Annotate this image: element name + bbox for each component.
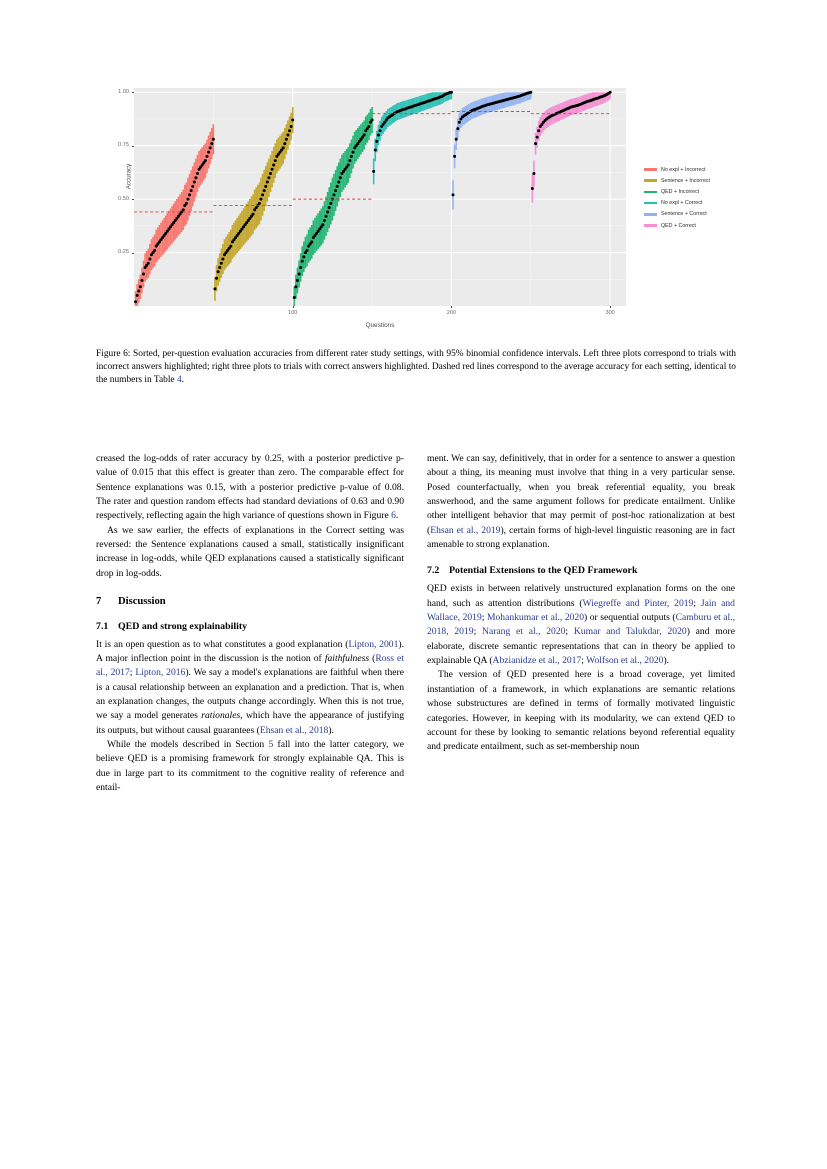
- section-71-number: 7.1: [96, 620, 109, 632]
- chart-container: [96, 78, 736, 336]
- para-l1-end: .: [395, 510, 399, 522]
- legend-item-label: Sentence + Correct: [661, 211, 707, 218]
- citation-abzianidze-2017[interactable]: Abzianidze et al., 2017: [492, 655, 582, 667]
- legend-color-swatch: [644, 202, 657, 205]
- x-axis-tick-mark: [293, 306, 294, 308]
- body-column-left: [96, 452, 404, 795]
- paragraph-left-2: As we saw earlier, the effects of explanations in the Correct setting was reversed: the Sentence explanations caused a small, statistically insignificant increase in log-odds, while QED explanations caused a statistically significant drop in log-odds.: [96, 524, 404, 579]
- section-7-title: Discussion: [118, 595, 166, 607]
- term-rationales: rationales: [201, 710, 241, 722]
- figure-caption: [96, 348, 736, 387]
- section-heading-7-1: [96, 620, 404, 633]
- legend-item-label: No expl + Incorrect: [661, 166, 706, 173]
- para-r1-b: ), certain forms of high-level linguistic reasoning are in fact amenable to strong explanation.: [427, 524, 735, 551]
- section-72-title: Potential Extensions to the QED Framework: [449, 565, 638, 577]
- term-faithfulness: faithfulness: [324, 652, 370, 664]
- citation-mohankumar-2020[interactable]: Mohankumar et al., 2020: [486, 612, 585, 624]
- citation-kumar-talukdar-2020[interactable]: Kumar and Talukdar, 2020: [573, 626, 687, 638]
- body-column-right: [427, 452, 735, 755]
- legend-item-label: Sentence + Incorrect: [661, 177, 711, 184]
- caption-text-b: .: [181, 375, 184, 386]
- caption-table-ref[interactable]: 4: [176, 375, 182, 386]
- para-r2-h: ;: [581, 655, 587, 667]
- section-7-number: 7: [96, 595, 102, 607]
- y-axis-tick-label: 0.25: [118, 249, 129, 256]
- citation-wiegreffe-pinter-2019[interactable]: Wiegreffe and Pinter, 2019: [582, 597, 694, 609]
- paragraph-right-1: [427, 452, 735, 552]
- para-l3-f: , which have the appearance of justifying its outputs, but without causal guarantees (: [96, 710, 404, 736]
- para-l1-text: creased the log-odds of rater accuracy by 0.25, with a posterior predictive p-value of 0.015 that this effect is greater than zero. The comparable effect for Sentence explanations was 0.15, with a posterior predictive p-value of 0.08. The rater and question random effects had standard deviations of 0.63 and 0.90 respectively, reflecting again the high variance of questions shown in Figure: [96, 453, 404, 522]
- legend-item-label: No expl + Correct: [661, 200, 703, 207]
- legend-item-label: QED + Correct: [661, 222, 696, 229]
- legend-item-label: QED + Incorrect: [661, 188, 700, 195]
- legend-color-swatch: [644, 191, 657, 194]
- caption-text-a: Figure 6: Sorted, per-question evaluation accuracies from different rater study settings, with 95% binomial confidence intervals. Left three plots correspond to trials with incorrect answers highlighted; right three plots to trials with correct answers highlighted. Dashed red lines correspond to the average accuracy for each setting, identical to the numbers in Table: [96, 349, 736, 386]
- para-r2-f: ;: [565, 626, 574, 638]
- legend-color-swatch: [644, 224, 657, 227]
- legend-item[interactable]: [644, 186, 740, 197]
- y-axis-tick-mark: [132, 92, 134, 93]
- y-axis-tick-label: 0.75: [118, 142, 129, 149]
- citation-camburu-2018-2019[interactable]: Camburu et al., 2018, 2019: [427, 612, 736, 638]
- paragraph-left-1: [96, 452, 404, 524]
- x-axis-tick-mark: [610, 306, 611, 308]
- section-71-title: QED and strong explainability: [118, 620, 248, 632]
- citation-ross-2017[interactable]: Ross et al., 2017: [96, 652, 404, 679]
- citation-lipton-2001[interactable]: Lipton, 2001: [348, 638, 399, 650]
- para-r2-g: ) and more elaborate, discrete semantic representations that can in theory be applied to explainable QA (: [427, 626, 735, 667]
- citation-jain-wallace-2019[interactable]: Jain and Wallace, 2019: [427, 597, 735, 624]
- para-l3-a: It is an open question as to what constitutes a good explanation (: [96, 638, 349, 650]
- x-axis-tick-mark: [451, 306, 452, 308]
- para-r2-c: ;: [481, 612, 487, 624]
- legend-color-swatch: [644, 179, 657, 182]
- y-axis-label: Accuracy: [125, 163, 133, 190]
- legend-item[interactable]: [644, 209, 740, 220]
- figure-ref-6[interactable]: 6: [391, 510, 396, 522]
- para-r2-e: ;: [473, 626, 483, 638]
- legend-item[interactable]: [644, 220, 740, 231]
- citation-ehsan-2019[interactable]: Ehsan et al., 2019: [430, 524, 501, 536]
- para-r2-i: ).: [663, 655, 670, 667]
- para-l3-c: (: [369, 652, 376, 664]
- para-r2-b: ;: [693, 597, 701, 609]
- chart-svg: [134, 88, 626, 306]
- paragraph-right-3: The version of QED presented here is a broad coverage, yet limited instantiation of a framework, in which explanations are semantic relations whose substructures are defined in terms of formally motivated linguistic categories. However, in keeping with its modularity, we can extend QED to account for these by looking to semantic relations beyond referential equality and predicate entailment, such as set-membership noun: [427, 669, 735, 753]
- figure-6: [96, 78, 736, 336]
- x-axis-tick-label: 200: [446, 310, 457, 316]
- y-axis-tick-label: 0.50: [118, 195, 129, 202]
- x-axis-label: Questions: [365, 322, 395, 329]
- citation-ehsan-2018[interactable]: Ehsan et al., 2018: [259, 724, 329, 736]
- para-r1-a: ment. We can say, definitively, that in order for a sentence to answer a question about a thing, its meaning must involve that thing in a very particular sense. Posed counterfactually, when you break referential equality, you break answerhood, and the same argument follows for predicate entailment. Unlike other intelligent behavior that may permit of post-hoc rationalization at best (: [427, 453, 735, 536]
- section-heading-7-2: [427, 564, 735, 577]
- legend-color-swatch: [644, 213, 657, 216]
- legend-item[interactable]: [644, 175, 740, 186]
- citation-wolfson-2020[interactable]: Wolfson et al., 2020: [586, 655, 664, 667]
- citation-lipton-2016[interactable]: Lipton, 2016: [135, 667, 186, 679]
- para-l3-d: ;: [129, 667, 136, 679]
- legend-item[interactable]: [644, 198, 740, 209]
- chart-plot-area: [134, 88, 626, 306]
- y-axis-tick-mark: [132, 253, 134, 254]
- para-l4-b: fall into the latter category, we believe QED is a promising framework for strongly explainable QA. This is due in large part to its commitment to the cognitive reality of reference and entail-: [96, 739, 405, 794]
- paragraph-left-4: [96, 738, 404, 795]
- y-axis-tick-label: 1.00: [118, 88, 129, 95]
- para-r2-a: QED exists in between relatively unstructured explanation forms on the one hand, such as attention distributions (: [427, 583, 735, 609]
- paragraph-left-3: [96, 638, 404, 738]
- paragraph-right-2: [427, 582, 735, 668]
- x-axis-tick-label: 300: [605, 310, 615, 316]
- legend-item[interactable]: [644, 164, 740, 175]
- para-l3-b: ). A major inflection point in the discussion is the notion of: [96, 638, 404, 664]
- citation-narang-2020[interactable]: Narang et al., 2020: [482, 626, 566, 638]
- x-axis-tick-label: 100: [288, 310, 298, 316]
- para-r2-d: ) or sequential outputs (: [584, 612, 676, 624]
- chart-legend: [644, 164, 740, 231]
- para-l4-a: While the models described in Section: [107, 739, 269, 750]
- para-l3-e: ). We say a model's explanations are faithful when there is a causal relationship between an explanation and a prediction. That is, when an explanation changes, the outputs change accordingly. When this is not true, we say a model generates: [96, 667, 404, 722]
- section-ref-5[interactable]: 5: [268, 739, 274, 750]
- legend-color-swatch: [644, 168, 657, 171]
- para-l3-g: ).: [328, 724, 334, 736]
- section-72-number: 7.2: [427, 565, 440, 577]
- section-heading-7: [96, 595, 404, 608]
